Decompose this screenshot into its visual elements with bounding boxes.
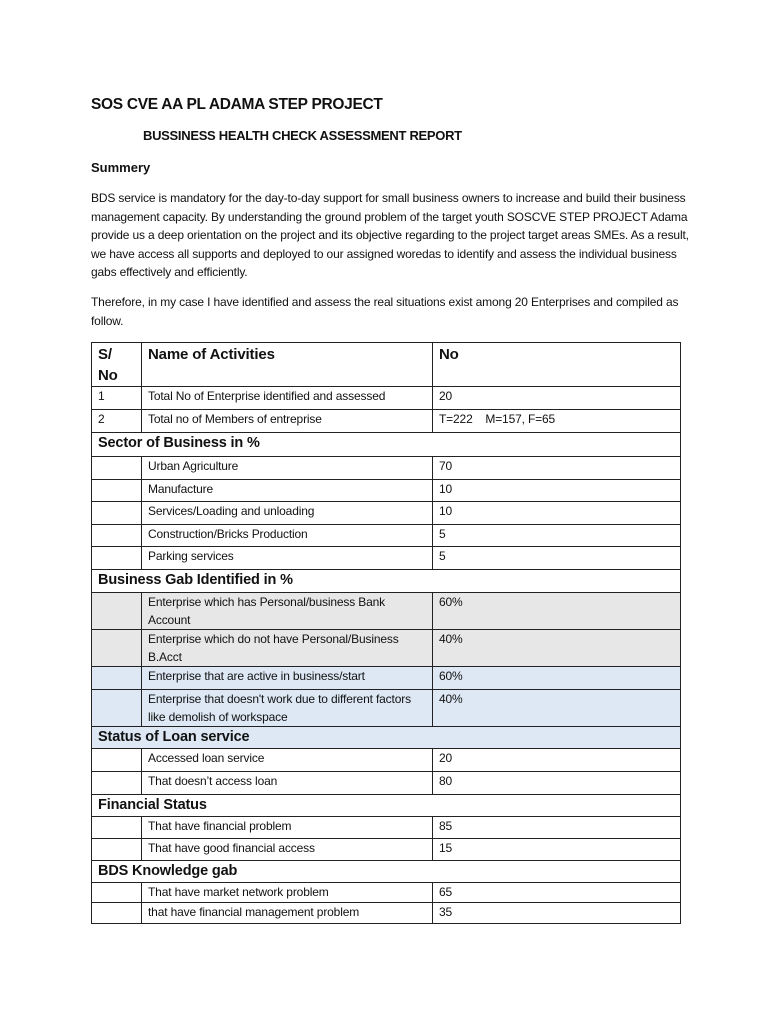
- table-row: [92, 883, 681, 903]
- cell-sn: [92, 817, 142, 839]
- table-row: [92, 387, 681, 410]
- section-label: Sector of Business in %: [92, 433, 681, 457]
- cell-sn: [92, 883, 142, 903]
- cell-sn: [92, 690, 142, 727]
- table-row: [92, 690, 681, 727]
- cell-value: T=222 M=157, F=65: [433, 410, 681, 433]
- cell-sn: [92, 502, 142, 525]
- summary-paragraph: BDS service is mandatory for the day-to-day support for small business owners to increase and build their business management capacity. By understanding the ground problem of the target youth SOSCVE STEP PROJECT Adama provide us a deep orientation on the project and its objective regarding to the project target areas SMEs. As a result, we have access all supports and deployed to our assigned woredas to identify and assess the individual business gabs effectively and efficiently.: [91, 191, 689, 280]
- cell-activity: that have financial management problem: [142, 902, 433, 923]
- section-label: Financial Status: [92, 795, 681, 817]
- cell-sn: [92, 902, 142, 923]
- table-row: [92, 479, 681, 502]
- section-row: [92, 433, 681, 457]
- cell-sn: [92, 479, 142, 502]
- table-row: [92, 817, 681, 839]
- cell-value: 65: [433, 883, 681, 903]
- cell-activity: Parking services: [142, 547, 433, 570]
- cell-activity: Enterprise that are active in business/start: [142, 667, 433, 690]
- table-row: [92, 524, 681, 547]
- table-row: [92, 902, 681, 923]
- cell-value: 85: [433, 817, 681, 839]
- cell-value: 40%: [433, 630, 681, 667]
- cell-activity: Manufacture: [142, 479, 433, 502]
- cell-activity: That have good financial access: [142, 839, 433, 861]
- table-row: [92, 667, 681, 690]
- cell-activity: Accessed loan service: [142, 749, 433, 772]
- cell-sn: [92, 457, 142, 480]
- cell-activity: Construction/Bricks Production: [142, 524, 433, 547]
- cell-value: 70: [433, 457, 681, 480]
- summary-heading: Summery: [91, 160, 151, 175]
- table-header-row: [92, 343, 681, 387]
- header-no: No: [433, 343, 681, 387]
- header-name: Name of Activities: [142, 343, 433, 387]
- section-row: [92, 727, 681, 749]
- table-row: [92, 502, 681, 525]
- section-label: Status of Loan service: [92, 727, 681, 749]
- cell-value: 60%: [433, 667, 681, 690]
- cell-sn: [92, 839, 142, 861]
- cell-sn: [92, 667, 142, 690]
- conclusion-paragraph: Therefore, in my case I have identified and assess the real situations exist among 20 Enterprises and compiled as follow.: [91, 295, 679, 328]
- cell-activity: Services/Loading and unloading: [142, 502, 433, 525]
- cell-activity: Enterprise which do not have Personal/Business B.Acct: [142, 630, 433, 667]
- table-row: [92, 547, 681, 570]
- cell-value: 80: [433, 772, 681, 795]
- header-sn: S/ No: [92, 343, 142, 387]
- table-row: [92, 749, 681, 772]
- cell-activity: Urban Agriculture: [142, 457, 433, 480]
- cell-activity: That doesn’t access loan: [142, 772, 433, 795]
- cell-activity: Total no of Members of entreprise: [142, 410, 433, 433]
- cell-value: 5: [433, 547, 681, 570]
- table-row: [92, 593, 681, 630]
- cell-sn: [92, 749, 142, 772]
- cell-sn: 1: [92, 387, 142, 410]
- cell-value: 20: [433, 387, 681, 410]
- table-row: [92, 839, 681, 861]
- table-row: [92, 772, 681, 795]
- cell-activity: That have financial problem: [142, 817, 433, 839]
- cell-value: 15: [433, 839, 681, 861]
- cell-value: 10: [433, 479, 681, 502]
- cell-sn: [92, 593, 142, 630]
- report-subtitle: BUSSINESS HEALTH CHECK ASSESSMENT REPORT: [143, 128, 462, 143]
- cell-value: 35: [433, 902, 681, 923]
- cell-value: 60%: [433, 593, 681, 630]
- table-row: [92, 457, 681, 480]
- table-row: [92, 630, 681, 667]
- cell-sn: [92, 772, 142, 795]
- cell-value: 40%: [433, 690, 681, 727]
- cell-value: 20: [433, 749, 681, 772]
- cell-value: 10: [433, 502, 681, 525]
- table-row: [92, 410, 681, 433]
- cell-sn: 2: [92, 410, 142, 433]
- section-row: [92, 795, 681, 817]
- cell-activity: Total No of Enterprise identified and assessed: [142, 387, 433, 410]
- cell-activity: That have market network problem: [142, 883, 433, 903]
- cell-activity: Enterprise that doesn't work due to different factors like demolish of workspace: [142, 690, 433, 727]
- section-row: [92, 861, 681, 883]
- document-title: SOS CVE AA PL ADAMA STEP PROJECT: [91, 96, 383, 113]
- activities-table: [91, 342, 681, 924]
- section-label: Business Gab Identified in %: [92, 570, 681, 593]
- section-label: BDS Knowledge gab: [92, 861, 681, 883]
- section-row: [92, 570, 681, 593]
- cell-sn: [92, 524, 142, 547]
- cell-sn: [92, 630, 142, 667]
- cell-value: 5: [433, 524, 681, 547]
- cell-activity: Enterprise which has Personal/business Bank Account: [142, 593, 433, 630]
- cell-sn: [92, 547, 142, 570]
